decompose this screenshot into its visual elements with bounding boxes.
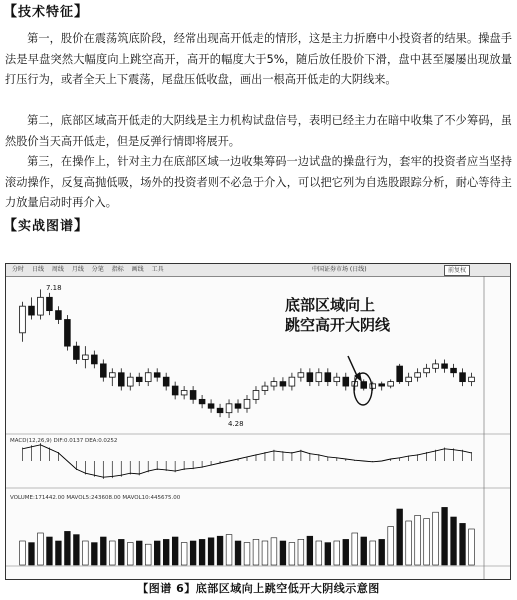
candle-body [163,377,169,386]
candle-body [442,364,448,368]
candle-body [136,377,142,381]
volume-bar [199,539,205,565]
volume-bar [154,541,160,565]
candle-body [415,373,421,377]
adjust-button[interactable]: 前复权 [444,265,470,276]
volume-bar [235,541,241,565]
candle-body [172,386,178,395]
volume-bar [127,543,133,565]
volume-bar [181,543,187,565]
candle-body [469,377,475,381]
candle-body [244,399,250,408]
candle-body [460,373,466,382]
volume-label: VOLUME:171442.00 MAVOL5:243608.00 MAVOL10:445675.00 [10,495,181,501]
volume-bar [118,539,124,565]
candle-body [29,306,35,315]
stock-chart [5,263,511,580]
volume-bar [190,541,196,565]
candle-body [271,382,277,386]
toolbar-item[interactable]: 画线 [131,266,144,273]
candle-body [298,373,304,377]
volume-bar [100,537,106,565]
chart-annotation: 底部区域向上 跳空高开大阴线 [285,296,391,334]
candle-body [73,346,79,359]
volume-bar [73,535,79,565]
volume-bar [433,512,439,565]
candle-body [361,382,367,389]
chart-title: 中国证券市场 (日线) [312,266,367,273]
volume-bar [424,519,430,565]
volume-bar [262,541,268,565]
volume-bar [406,521,412,565]
candle-body [406,377,412,381]
volume-bar [271,538,277,565]
toolbar-item[interactable]: 日线 [31,266,44,273]
candle-body [235,404,241,408]
candle-body [289,377,295,386]
volume-bar [289,543,295,565]
candle-body [379,384,385,386]
volume-bar [361,537,367,565]
volume-bar [298,539,304,565]
candle-body [127,377,133,386]
candle-body [145,373,151,382]
section-title: 实战图谱 [18,219,75,234]
toolbar-item[interactable]: 指标 [111,266,124,273]
toolbar-item[interactable]: 分笔 [91,266,104,273]
volume-bar [208,538,214,565]
paragraph-1: 第一，股价在震荡筑底阶段，经常出现高开低走的情形，这是主力折磨中小投资者的结果。操盘手法是早盘突然大幅度向上跳空高开，高开的幅度大于5%，随后放任股价下滑，盘中甚至屡屡出现放量打压行为，或者全天上下震荡，尾盘压低收盘，画出一根高开低走的大阴线来。 [5,32,512,86]
volume-bar [307,536,313,565]
candle-body [100,364,106,377]
volume-bar [20,541,26,565]
volume-bar [47,537,53,565]
section-title: 技术特征 [18,5,75,20]
candle-body [154,373,160,377]
candle-body [38,297,44,315]
candle-body [424,368,430,372]
candle-body [307,373,313,382]
candle-body [334,377,340,381]
volume-bar [163,539,169,565]
volume-bar [469,529,475,565]
candle-body [262,386,268,390]
volume-bar [65,531,71,565]
volume-bar [136,541,142,565]
toolbar-item[interactable]: 周线 [51,266,64,273]
volume-bar [442,507,448,565]
volume-bar [109,541,115,565]
candle-body [56,311,62,320]
volume-bar [280,541,286,565]
volume-bar [334,541,340,565]
paragraph-3: 第三，在操作上，针对主力在底部区域一边收集筹码一边试盘的操盘行为，套牢的投资者应当坚持滚动操作，反复高抛低吸，场外的投资者则不必急于介入，可以把它列为自选股跟踪分析，耐心等待主力放量启动时再介入。 [5,155,512,209]
volume-bar [316,541,322,565]
candle-body [217,408,223,412]
candle-body [397,366,403,382]
toolbar-item[interactable]: 月线 [71,266,84,273]
volume-bar [91,543,97,565]
candle-body [65,320,71,347]
volume-bar [253,539,259,565]
figure-caption: 【图谱 6】底部区域向上跳空低开大阴线示意图 [137,582,380,595]
section-heading-chart: 【 实战图谱 】 [3,216,89,233]
candle-body [325,373,331,382]
candle-body [47,297,53,310]
toolbar-item[interactable]: 工具 [151,266,164,273]
chart-canvas [6,276,510,579]
candle-body [109,373,115,377]
volume-bar [460,523,466,565]
high-price-label: 7.18 [46,284,62,292]
candle-body [451,368,457,372]
volume-bar [451,517,457,565]
volume-bar [29,543,35,565]
volume-bar [397,509,403,565]
volume-bar [244,543,250,565]
volume-bar [145,544,151,565]
candle-body [199,399,205,403]
candle-body [370,384,376,388]
candle-body [280,382,286,386]
low-price-label: 4.28 [228,420,244,428]
candle-body [118,373,124,386]
section-heading-technical: 【 技术特征 】 [3,2,89,19]
volume-bar [172,537,178,565]
candle-body [91,355,97,364]
toolbar-item[interactable]: 分时 [12,266,25,273]
volume-bar [38,533,44,565]
macd-label: MACD(12,26,9) DIF:0.0137 DEA:0.0252 [10,438,118,444]
volume-bar [217,536,223,565]
volume-bar [352,533,358,565]
candle-body [253,391,259,400]
candle-body [226,404,232,413]
candle-body [208,404,214,408]
volume-bar [388,527,394,565]
volume-bar [370,541,376,565]
candle-body [190,391,196,400]
volume-bar [343,539,349,565]
candle-body [433,364,439,368]
candle-body [388,382,394,386]
candle-body [343,377,349,386]
candle-body [316,373,322,382]
volume-bar [226,535,232,565]
candle-body [181,391,187,395]
volume-bar [325,543,331,565]
candle-body [82,355,88,359]
highlight-ellipse [354,373,372,405]
volume-bar [82,541,88,565]
volume-bar [379,539,385,565]
candle-body [20,306,26,333]
paragraph-2: 第二，底部区域高开低走的大阴线是主力机构试盘信号，表明已经主力在暗中收集了不少筹码，虽然股价当天高开低走，但是反弹行情即将展开。 [5,114,512,148]
volume-bar [415,515,421,565]
volume-bar [56,541,62,565]
